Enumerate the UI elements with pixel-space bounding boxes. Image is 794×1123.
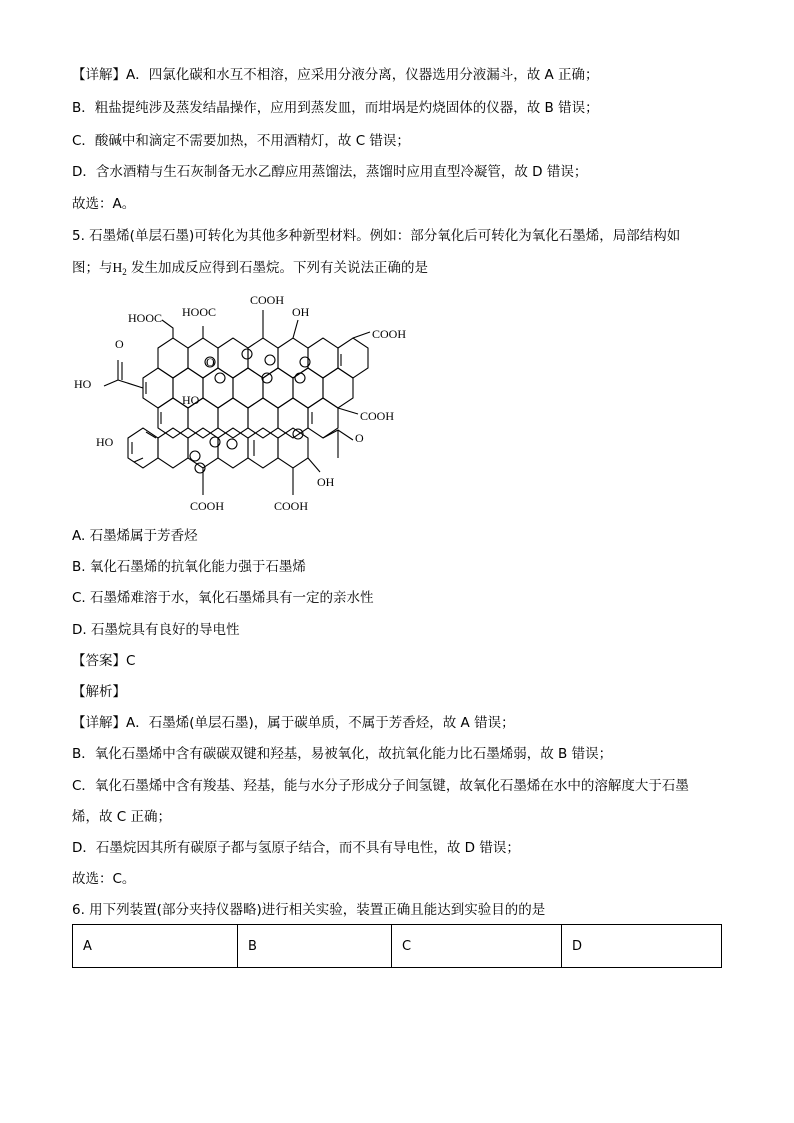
label-cooh-top: COOH (250, 293, 285, 307)
q5-stem-pre: 图；与 (72, 260, 113, 276)
label-cooh-mid-right: COOH (360, 409, 395, 423)
label-o-left: O (115, 337, 124, 351)
line-choice-prev: 故选：A。 (72, 196, 136, 212)
line-detail-a: 【详解】A．四氯化碳和水互不相溶，应采用分液分离，仪器选用分液漏斗，故 A 正确； (72, 67, 599, 83)
q6-col-c: C (392, 925, 562, 968)
h2-formula: $H_2$ (112, 260, 127, 277)
q5-option-d: D. 石墨烷具有良好的导电性 (72, 622, 240, 638)
structure-svg (70, 290, 430, 520)
label-ho-left: HO (74, 377, 92, 391)
line-detail-b: B．粗盐提纯涉及蒸发结晶操作，应用到蒸发皿，而坩埚是灼烧固体的仪器，故 B 错误； (72, 100, 599, 116)
label-ring-o: O (206, 355, 215, 369)
line-detail-d: D．含水酒精与生石灰制备无水乙醇应用蒸馏法，蒸馏时应用直型冷凝管，故 D 错误； (72, 164, 588, 180)
line-detail-c: C．酸碱中和滴定不需要加热，不用酒精灯，故 C 错误； (72, 133, 410, 149)
label-o-acetyl: O (355, 431, 364, 445)
label-hooc-1: HOOC (128, 311, 163, 325)
label-ho-lower-left: HO (96, 435, 114, 449)
q6-stem: 6. 用下列装置(部分夹持仪器略)进行相关实验，装置正确且能达到实验目的的是 (72, 902, 546, 918)
q5-answer: 【答案】C (72, 653, 136, 669)
label-cooh-bottom-right: COOH (274, 499, 309, 513)
q5-stem-post: 发生加成反应得到石墨烷。下列有关说法正确的是 (126, 260, 429, 276)
q5-detail-d: D．石墨烷因其所有碳原子都与氢原子结合，而不具有导电性，故 D 错误； (72, 840, 520, 856)
q5-detail-c1: C．氧化石墨烯中含有羧基、羟基，能与水分子形成分子间氢键，故氧化石墨烯在水中的溶解度大于石墨 (72, 778, 689, 794)
q5-detail-b: B．氧化石墨烯中含有碳碳双键和羟基，易被氧化，故抗氧化能力比石墨烯弱，故 B 错误； (72, 746, 613, 762)
label-cooh-bottom-left: COOH (190, 499, 225, 513)
q5-stem-line2 (72, 259, 428, 281)
q6-col-a: A (73, 925, 238, 968)
label-cooh-right: COOH (372, 327, 407, 341)
q5-option-a: A. 石墨烯属于芳香烃 (72, 528, 198, 544)
q6-options-table (72, 924, 722, 968)
label-hooc-2: HOOC (182, 305, 217, 319)
q5-option-c: C. 石墨烯难溶于水，氧化石墨烯具有一定的亲水性 (72, 590, 374, 606)
table-row (73, 925, 722, 968)
graphene-oxide-structure-figure (70, 290, 430, 520)
q5-choice: 故选：C。 (72, 871, 136, 887)
label-oh-bottom: OH (317, 475, 335, 489)
q6-col-d: D (562, 925, 722, 968)
q5-analysis-head: 【解析】 (72, 684, 126, 700)
q5-option-b: B. 氧化石墨烯的抗氧化能力强于石墨烯 (72, 559, 306, 575)
q5-detail-c2: 烯，故 C 正确； (72, 809, 172, 825)
q5-detail-a: 【详解】A．石墨烯(单层石墨)，属于碳单质，不属于芳香烃，故 A 错误； (72, 715, 515, 731)
label-oh-top: OH (292, 305, 310, 319)
q5-stem-line1: 5. 石墨烯(单层石墨)可转化为其他多种新型材料。例如：部分氧化后可转化为氧化石墨烯，局部结构如 (72, 228, 681, 244)
q6-col-b: B (238, 925, 392, 968)
label-ho-center: HO (182, 393, 200, 407)
